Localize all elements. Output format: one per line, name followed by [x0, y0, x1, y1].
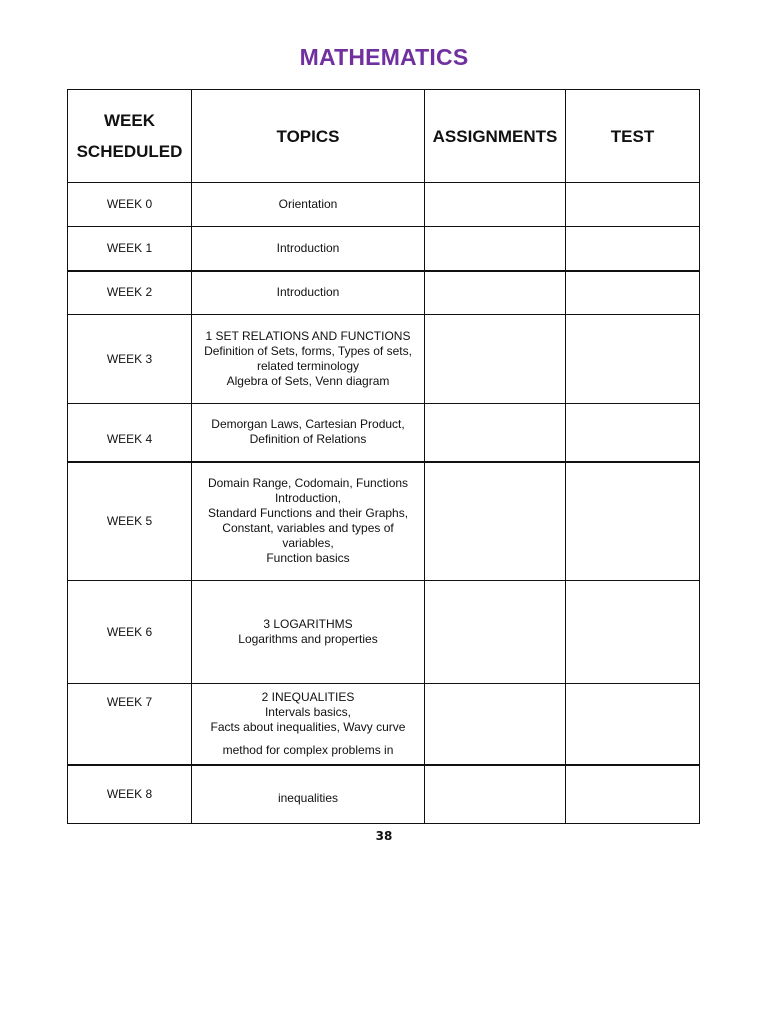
week-cell: [68, 765, 192, 824]
test-cell: [566, 404, 700, 462]
test-cell: [566, 183, 700, 227]
topic-line: variables,: [282, 536, 334, 551]
assignment-cell: [425, 684, 566, 765]
week-label: WEEK 0: [106, 197, 153, 211]
week-cell: [68, 462, 192, 581]
page-title: MATHEMATICS: [299, 44, 469, 70]
week-label: WEEK 7: [106, 695, 153, 710]
assignment-cell: [425, 227, 566, 271]
test-cell: [566, 315, 700, 404]
table-row: [68, 227, 700, 271]
week-cell: [68, 315, 192, 404]
week-label: WEEK 3: [106, 351, 153, 366]
week-cell: [68, 581, 192, 684]
test-cell: [566, 581, 700, 684]
header-week-line2: SCHEDULED: [76, 142, 183, 161]
table-row: [68, 271, 700, 315]
topic-line: Function basics: [266, 551, 350, 566]
topic-line: 2 INEQUALITIES: [261, 689, 355, 704]
topic-line: Standard Functions and their Graphs,: [207, 506, 409, 521]
assignment-cell: [425, 581, 566, 684]
page-number: 38: [375, 829, 393, 843]
topic-line: Orientation: [278, 197, 338, 211]
week-label: WEEK 8: [106, 786, 153, 801]
test-cell: [566, 765, 700, 824]
header-test: TEST: [566, 90, 700, 183]
test-cell: [566, 684, 700, 765]
topic-cell: [192, 684, 425, 765]
week-label: WEEK 4: [106, 431, 153, 446]
test-cell: [566, 227, 700, 271]
week-cell: [68, 271, 192, 315]
topic-line: Definition of Relations: [249, 432, 367, 446]
header-row: [68, 90, 700, 183]
topic-cell: [192, 581, 425, 684]
topic-cell: [192, 404, 425, 462]
week-cell: [68, 183, 192, 227]
header-week-scheduled: [68, 90, 192, 183]
assignment-cell: [425, 462, 566, 581]
week-cell: [68, 227, 192, 271]
week-label: WEEK 6: [106, 624, 153, 639]
topic-line: Introduction: [276, 285, 340, 300]
week-cell: [68, 684, 192, 765]
topic-line: inequalities: [277, 790, 339, 805]
assignment-cell: [425, 183, 566, 227]
topic-line: Intervals basics,: [264, 704, 352, 719]
table-row: [68, 404, 700, 462]
topic-cell: [192, 183, 425, 227]
topic-line: related terminology: [256, 359, 360, 373]
topic-line: Domain Range, Codomain, Functions: [207, 476, 409, 491]
topic-line: Introduction,: [274, 491, 342, 506]
header-assignments: ASSIGNMENTS: [425, 90, 566, 183]
topic-line: Constant, variables and types of: [222, 521, 394, 536]
table-row: [68, 765, 700, 824]
test-cell: [566, 271, 700, 315]
table-row: [68, 315, 700, 404]
topic-cell: [192, 271, 425, 315]
topic-cell: [192, 462, 425, 581]
assignment-cell: [425, 271, 566, 315]
header-topics: TOPICS: [192, 90, 425, 183]
week-label: WEEK 1: [106, 240, 153, 255]
topic-line: method for complex problems in: [222, 742, 394, 757]
topic-cell: [192, 315, 425, 404]
topic-line: 1 SET RELATIONS AND FUNCTIONS: [205, 329, 411, 343]
topic-line: Introduction: [276, 240, 340, 255]
topic-cell: [192, 227, 425, 271]
schedule-table: [67, 89, 700, 824]
week-label: WEEK 5: [106, 513, 153, 528]
table-row: [68, 462, 700, 581]
table-row: [68, 684, 700, 765]
week-cell: [68, 404, 192, 462]
assignment-cell: [425, 315, 566, 404]
header-week-line1: WEEK: [104, 111, 155, 130]
topic-cell: [192, 765, 425, 824]
topic-line: Definition of Sets, forms, Types of sets,: [204, 344, 412, 358]
table-row: [68, 183, 700, 227]
week-label: WEEK 2: [106, 285, 153, 300]
table-row: [68, 581, 700, 684]
assignment-cell: [425, 765, 566, 824]
topic-line: Demorgan Laws, Cartesian Product,: [211, 417, 405, 431]
test-cell: [566, 462, 700, 581]
assignment-cell: [425, 404, 566, 462]
topic-line: Facts about inequalities, Wavy curve: [210, 719, 406, 734]
topic-line: Algebra of Sets, Venn diagram: [226, 374, 390, 388]
topic-line: Logarithms and properties: [238, 632, 378, 646]
topic-line: 3 LOGARITHMS: [263, 617, 353, 631]
